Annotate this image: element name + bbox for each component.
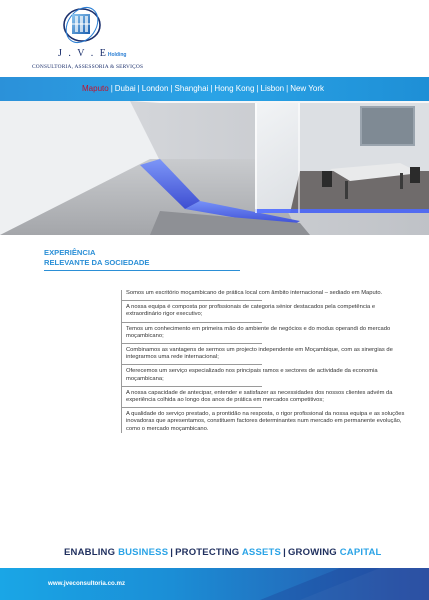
globe-logo-icon [60,4,104,46]
paragraph-divider [122,364,262,365]
city-london: London [141,84,169,93]
section-heading [44,248,149,268]
paragraph-6: A nossa capacidade de antecipar, entender e satisfazer as necessidades dos nossos clientes advém da experiência colhida ao longo dos anos de prática em mercados competitivos; [126,389,393,404]
company-logo [32,4,144,76]
tagline-business: BUSINESS [118,547,169,558]
paragraph-1: Somos um escritório moçambicano de prática local com âmbito internacional – sediado em Maputo. [126,290,383,296]
paragraph-divider [122,322,262,323]
section-heading-line2: RELEVANTE DA SOCIEDADE [44,258,150,267]
paragraph-7: A qualidade do serviço prestado, a prontidão na resposta, o rigor profissional da nossa equipa e as soluções inovadoras que apresentamos, constituem factores determinantes num mercado em permanente evolução, como o mercado moçambicano. [126,411,405,432]
tagline-protecting: PROTECTING [175,547,240,558]
city-shanghai: Shanghai [174,84,209,93]
experience-list [121,290,411,433]
paragraph-divider [122,343,262,344]
paragraph-divider [122,386,262,387]
city-hong-kong: Hong Kong [214,84,255,93]
logo-subtitle: CONSULTORIA, ASSESSORIA & SERVIÇOS [32,64,144,70]
city-list: Maputo | Dubai | London | Shanghai | Hong Kong | Lisbon | New York [82,84,324,93]
city-band [0,77,429,101]
city-dubai: Dubai [114,84,136,93]
paragraph-divider [122,300,262,301]
tagline: ENABLING BUSINESS | PROTECTING ASSETS | GROWING CAPITAL [64,547,382,558]
footer-band [0,568,429,600]
paragraph-4: Combinamos as vantagens de sermos um projecto independente em Moçambique, com as sinergias de integrarmos uma rede internacional; [126,347,393,361]
paragraph-divider [122,407,262,408]
office-photo [0,101,429,235]
tagline-assets: ASSETS [241,547,282,558]
heading-divider [44,270,240,271]
city-maputo: Maputo [82,84,109,93]
logo-name-text: J . V . E [58,48,108,59]
website-link[interactable]: www.jveconsultoria.co.mz [48,580,126,587]
logo-holding-text: Holding [107,52,127,58]
tagline-capital: CAPITAL [339,547,382,558]
section-heading-line1: EXPERIÊNCIA [44,248,96,257]
tagline-growing: GROWING [287,547,337,558]
logo-name [58,48,126,59]
paragraph-3: Temos um conhecimento em primeira mão do ambiente de negócios e do modus operandi do mercado moçambicano; [126,325,391,339]
city-new-york: New York [290,84,324,93]
tagline-enabling: ENABLING [64,547,116,558]
city-lisbon: Lisbon [260,84,285,93]
office-interior-image [0,101,429,235]
paragraph-2: A nossa equipa é composta por profissionais de categoria sénior destacados pela competência e extraordinário rigor executivo; [126,304,376,318]
paragraph-5: Oferecemos um serviço especializado nos principais ramos e sectores de actividade da economia moçambicana; [126,368,378,382]
